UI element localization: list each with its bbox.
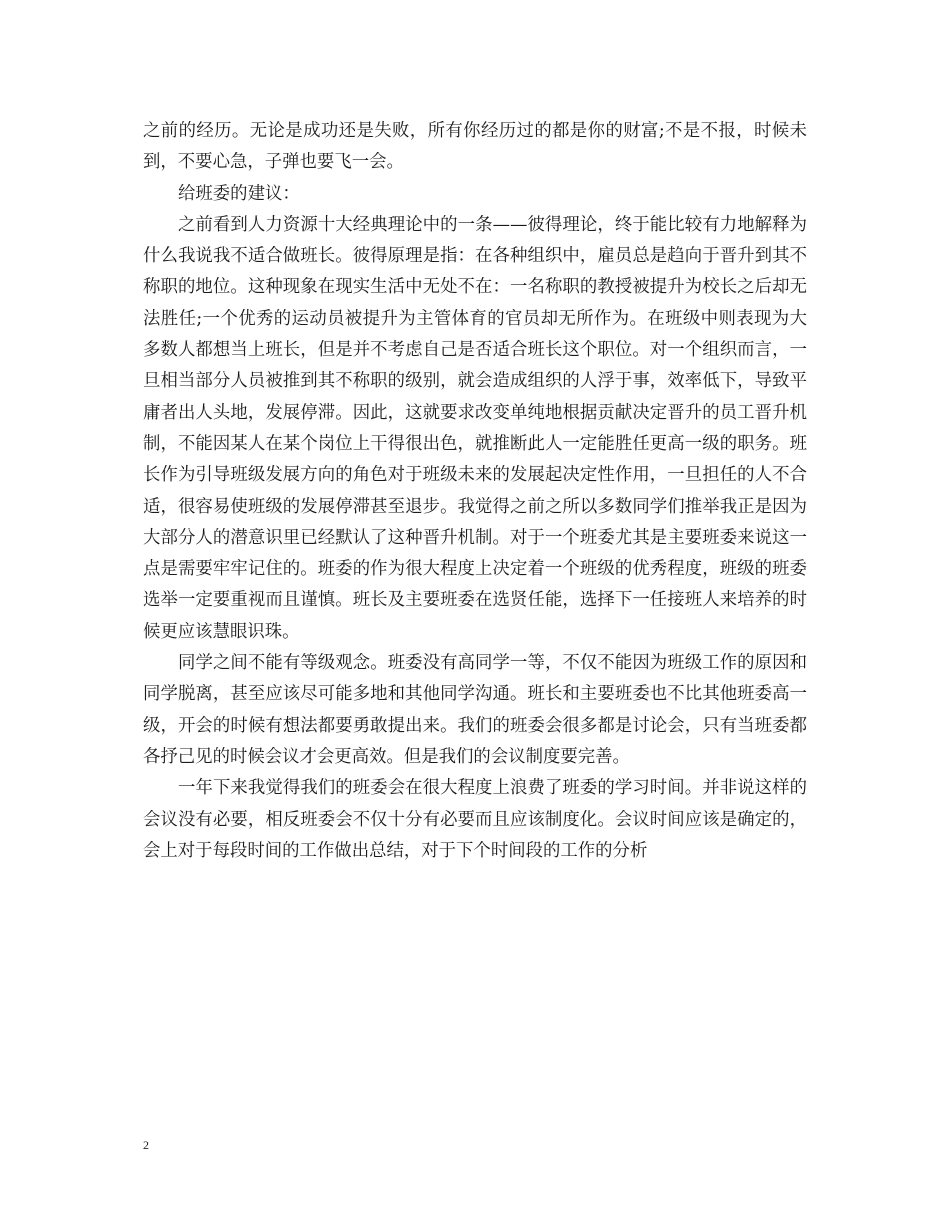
paragraph-heading-suggestions: 给班委的建议： bbox=[178, 183, 300, 204]
paragraph-no-hierarchy: 同学之间不能有等级观念。班委没有高同学一等，不仅不能因为班级工作的原因和同学脱离，甚至应该尽可能多地和其他同学沟通。班长和主要班委也不比其他班委高一级，开会的时候有想法都要勇敢提出来。我们的班委会很多都是讨论会，只有当班委都各抒己见的时候会议才会更高效。但是我们的会议制度要完善。 bbox=[143, 653, 807, 767]
page-number: 2 bbox=[143, 1138, 149, 1152]
paragraph-continuation: 之前的经历。无论是成功还是失败，所有你经历过的都是你的财富;不是不报，时候未到，不要心急，子弹也要飞一会。 bbox=[143, 121, 807, 173]
body-text bbox=[143, 116, 807, 867]
paragraph-meeting-time: 一年下来我觉得我们的班委会在很大程度上浪费了班委的学习时间。并非说这样的会议没有必要，相反班委会不仅十分有必要而且应该制度化。会议时间应该是确定的，会上对于每段时间的工作做出总结，对于下个时间段的工作的分析 bbox=[143, 778, 807, 861]
paragraph-peter-principle: 之前看到人力资源十大经典理论中的一条——彼得理论，终于能比较有力地解释为什么我说我不适合做班长。彼得原理是指：在各种组织中，雇员总是趋向于晋升到其不称职的地位。这种现象在现实生活中无处不在：一名称职的教授被提升为校长之后却无法胜任;一个优秀的运动员被提升为主管体育的官员却无所作为。在班级中则表现为大多数人都想当上班长，但是并不考虑自己是否适合班长这个职位。对一个组织而言，一旦相当部分人员被推到其不称职的级别，就会造成组织的人浮于事，效率低下，导致平庸者出人头地，发展停滞。因此，这就要求改变单纯地根据贡献决定晋升的员工晋升机制，不能因某人在某个岗位上干得很出色，就推断此人一定能胜任更高一级的职务。班长作为引导班级发展方向的角色对于班级未来的发展起决定性作用，一旦担任的人不合适，很容易使班级的发展停滞甚至退步。我觉得之前之所以多数同学们推举我正是因为大部分人的潜意识里已经默认了这种晋升机制。对于一个班委尤其是主要班委来说这一点是需要牢牢记住的。班委的作为很大程度上决定着一个班级的优秀程度，班级的班委选举一定要重视而且谨慎。班长及主要班委在选贤任能，选择下一任接班人来培养的时候更应该慧眼识珠。 bbox=[143, 214, 807, 642]
